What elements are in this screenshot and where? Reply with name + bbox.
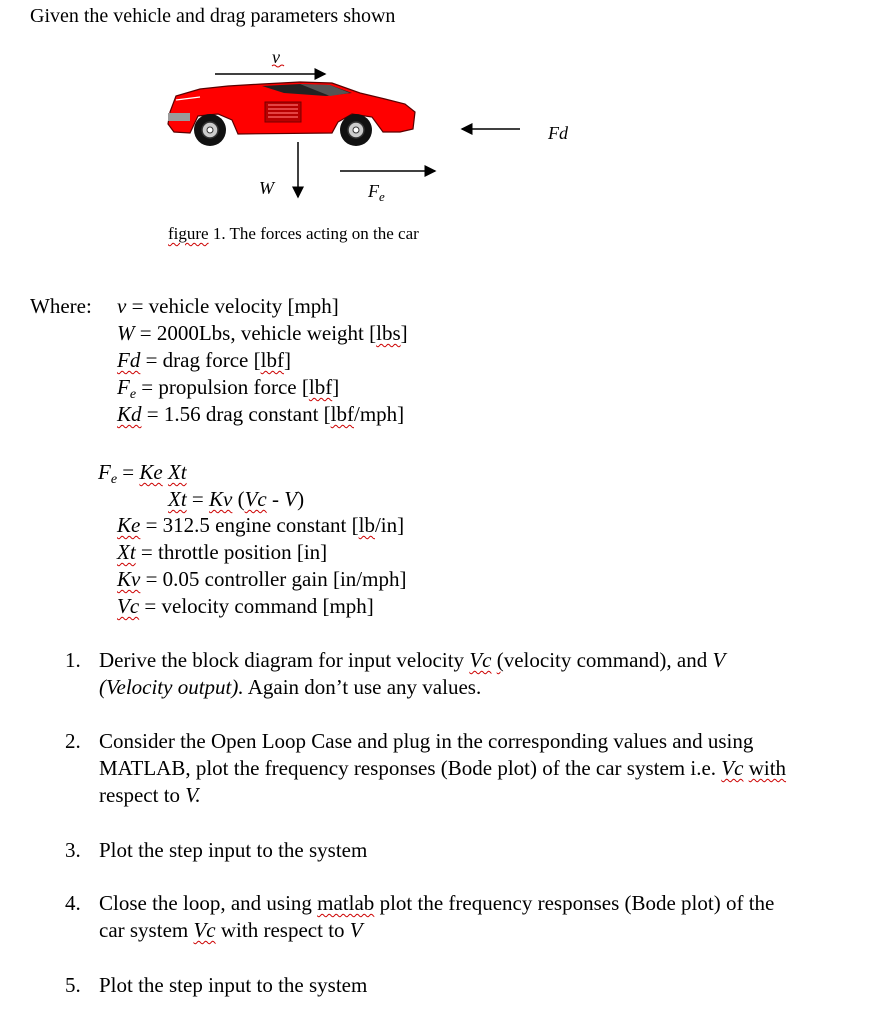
def-propulsion: $F_e$ = propulsion force [lbf] <box>117 375 340 402</box>
question-number: 5. <box>65 973 81 997</box>
question-number: 1. <box>65 648 81 672</box>
question-number: 3. <box>65 838 81 862</box>
const-gain: Kv = 0.05 controller gain [in/mph] <box>117 567 407 591</box>
const-engine: Ke = 312.5 engine constant [lb/in] <box>117 513 405 537</box>
propulsion-label: $F_e$ <box>368 181 385 204</box>
figure-caption: figure 1. The forces acting on the car <box>168 224 419 243</box>
question-number: 2. <box>65 729 81 753</box>
intro-text: Given the vehicle and drag parameters shown <box>30 5 396 27</box>
const-command: Vc = velocity command [mph] <box>117 594 374 618</box>
equation-throttle: Xt = Kv (Vc - V) <box>168 487 305 511</box>
where-label: Where: <box>30 294 92 318</box>
def-drag-constant: Kd = 1.56 drag constant [lbf/mph] <box>117 402 405 426</box>
equation-propulsion: $F_e = Ke$ Xt <box>98 460 187 487</box>
car-force-diagram <box>0 0 879 260</box>
question-2: Consider the Open Loop Case and plug in the corresponding values and using MATLAB, plot the frequency responses (Bode plot) of the car system i.e. Vc with respect to V. <box>99 729 787 807</box>
car-image <box>168 82 415 146</box>
def-velocity: v = vehicle velocity [mph] <box>117 294 339 318</box>
question-4: Close the loop, and using matlab plot the frequency responses (Bode plot) of the car system Vc with respect to V <box>99 891 775 942</box>
question-3: Plot the step input to the system <box>99 838 368 862</box>
def-drag: Fd = drag force [lbf] <box>117 348 291 372</box>
weight-label: W <box>259 178 274 198</box>
const-throttle: Xt = throttle position [in] <box>117 540 328 564</box>
question-5: Plot the step input to the system <box>99 973 368 997</box>
question-1: Derive the block diagram for input velocity Vc (velocity command), and V (Velocity output). Again don’t use any values. <box>99 648 726 699</box>
question-number: 4. <box>65 891 81 915</box>
velocity-label: v <box>272 47 280 67</box>
def-weight: W = 2000Lbs, vehicle weight [lbs] <box>117 321 408 345</box>
drag-label: Fd <box>548 123 568 143</box>
